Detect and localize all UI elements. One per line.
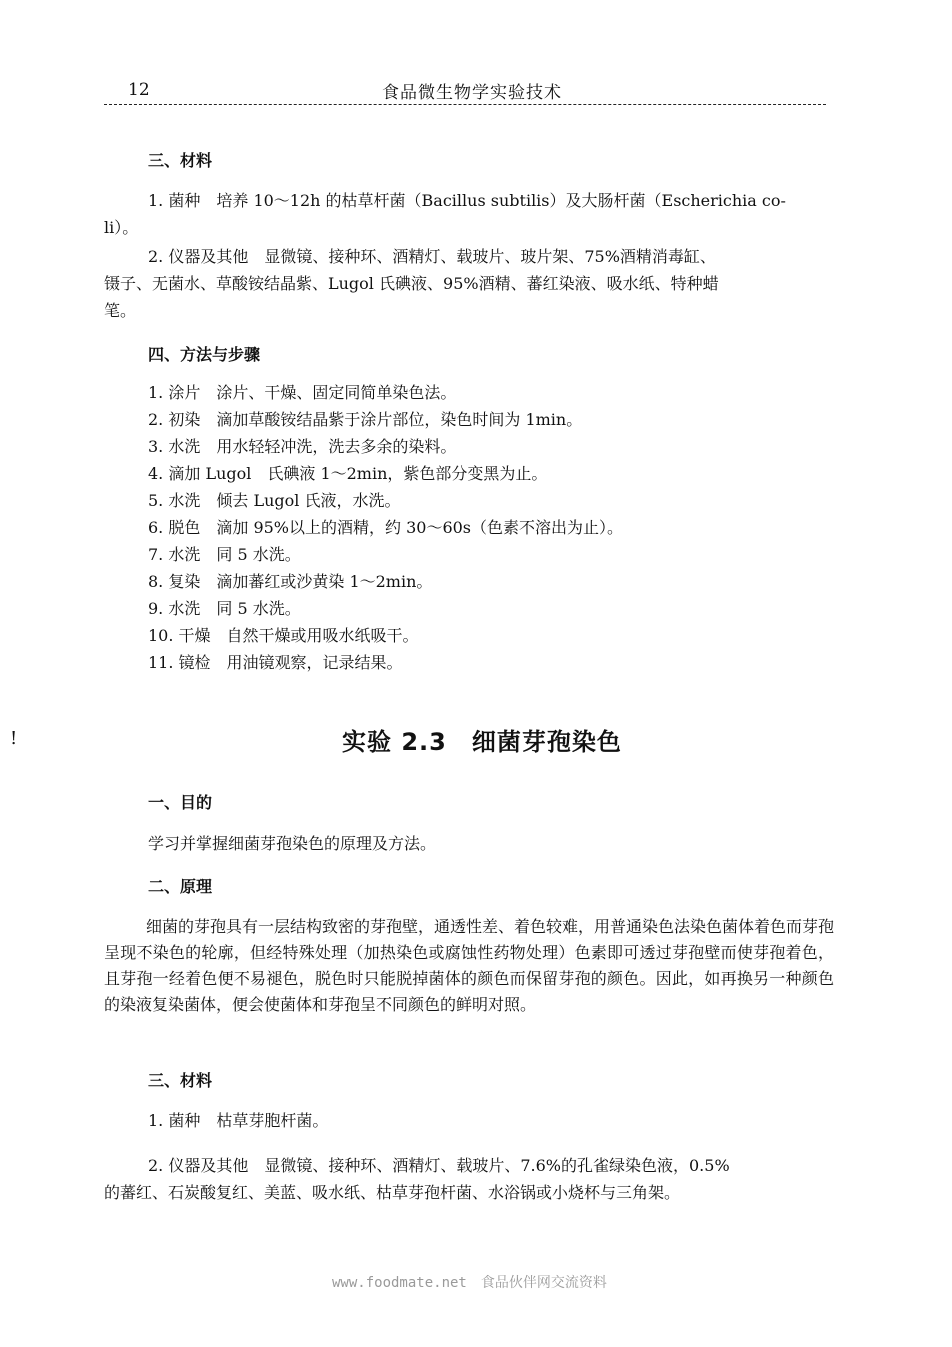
principle-paragraph: 细菌的芽孢具有一层结构致密的芽孢壁，通透性差、着色较难，用普通染色法染色菌体着色而芽孢呈现不染色的轮廓，但经特殊处理（加热染色或腐蚀性药物处理）色素即可透过芽孢壁而使芽孢着色，且芽孢一经着色便不易褪色，脱色时只能脱掉菌体的颜色而保留芽孢的颜色。因此，如再换另一种颜色的染液复染菌体，便会使菌体和芽孢呈不同颜色的鲜明对照。 [104,917,835,1014]
section-heading-methods: 四、方法与步骤 [148,345,261,364]
materials-item-2-line-1: 2. 仪器及其他 显微镜、接种环、酒精灯、载玻片、玻片架、75%酒精消毒缸、 [148,247,716,266]
materials2-item-1: 1. 菌种 枯草芽胞杆菌。 [148,1111,329,1130]
materials2-item-2-line-2: 的蕃红、石炭酸复红、美蓝、吸水纸、枯草芽孢杆菌、水浴锅或小烧杯与三角架。 [104,1183,681,1202]
method-step: 8. 复染 滴加蕃红或沙黄染 1～2min。 [148,572,433,591]
page-number: 12 [128,80,150,100]
method-step: 5. 水洗 倾去 Lugol 氏液，水洗。 [148,491,401,510]
method-step: 10. 干燥 自然干燥或用吸水纸吸干。 [148,626,419,645]
section-heading-purpose: 一、目的 [148,793,213,812]
margin-mark: ! [10,728,18,749]
method-step: 7. 水洗 同 5 水洗。 [148,545,301,564]
method-step: 11. 镜检 用油镜观察，记录结果。 [148,653,403,672]
method-step: 2. 初染 滴加草酸铵结晶紫于涂片部位，染色时间为 1min。 [148,410,583,429]
header-rule [104,104,826,105]
method-step: 4. 滴加 Lugol 氏碘液 1～2min，紫色部分变黑为止。 [148,464,548,483]
materials-item-2-line-3: 笔。 [104,301,137,320]
section-heading-principle: 二、原理 [148,877,213,896]
materials2-item-2-line-1: 2. 仪器及其他 显微镜、接种环、酒精灯、载玻片、7.6%的孔雀绿染色液，0.5% [148,1156,730,1175]
section-heading-materials: 三、材料 [148,151,213,170]
materials-item-2-line-2: 镊子、无菌水、草酸铵结晶紫、Lugol 氏碘液、95%酒精、蕃红染液、吸水纸、特种蜡 [104,274,719,293]
method-step: 6. 脱色 滴加 95%以上的酒精，约 30～60s（色素不溶出为止）。 [148,518,624,537]
method-step: 1. 涂片 涂片、干燥、固定同简单染色法。 [148,383,457,402]
materials-item-1-line-2: li）。 [104,218,139,237]
experiment-title: 实验 2.3 细菌芽孢染色 [342,728,622,756]
section-heading-materials-2: 三、材料 [148,1071,213,1090]
materials-item-1-line-1: 1. 菌种 培养 10～12h 的枯草杆菌（Bacillus subtilis）及大肠杆菌（Escherichia co- [148,191,786,210]
method-step: 9. 水洗 同 5 水洗。 [148,599,301,618]
footer-watermark: www.foodmate.net 食品伙伴网交流资料 [332,1275,607,1291]
method-step: 3. 水洗 用水轻轻冲洗，洗去多余的染料。 [148,437,457,456]
running-header-title: 食品微生物学实验技术 [382,83,562,103]
purpose-text: 学习并掌握细菌芽孢染色的原理及方法。 [148,834,437,853]
